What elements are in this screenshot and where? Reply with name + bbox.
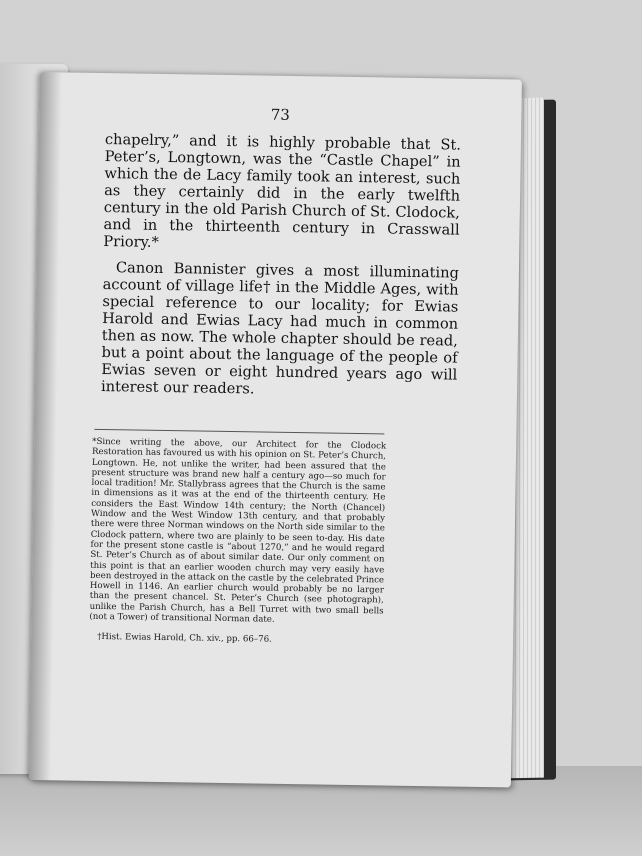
book-page <box>29 72 522 787</box>
footnotes <box>89 437 386 647</box>
body-text <box>101 131 461 401</box>
footnote: †Hist. Ewias Harold, Ch. xiv., pp. 66–76. <box>97 632 272 646</box>
body-paragraph: Canon Bannister gives a most illuminating account of village life† in the Middle Ages, with special reference to our locality; for Ewias Harold and Ewias Lacy had much in common then as now. The whole chapter should be read, but a point about the language of the people of Ewias seven or eight hundred years ago will interest our readers. <box>100 259 460 398</box>
body-paragraph: chapelry,” and it is highly probable that St. Peter’s, Longtown, was the “Castle Chapel” in which the de Lacy family took an interest, such as they certainly did in the early twelfth century in the old Parish Church of St. Clodock, and in the thirteenth century in Crasswall Priory.* <box>103 131 462 251</box>
footnote: *Since writing the above, our Architect for the Clodock Restoration has favoured us with his opinion on St. Peter’s Church, Longtown. He, not unlike the writer, had been assured that the present structure was brand new half a century ago—so much for local tradition! Mr. Stallybrass agrees that the Church is the same in dimensions as it was at the end of the thirteenth century. He considers the East Window 14th century; the North (Chancel) Window and the West Window 13th century, and that probably there were three Norman windows on the North side similar to the Clodock pattern, where two are plainly to be seen to-day. His date for the present stone castle is “about 1270,” and he would regard St. Peter’s Church as of about similar date. Our only comment on this point is that an earlier wooden church may very easily have been destroyed in the attack on the castle by the celebrated Prince Howell in 1146. An earlier church would probably be no larger than the present chancel. St. Peter’s Church (see photograph), unlike the Parish Church, has a Bell Turret with two small bells (not a Tower) of transitional Norman date. <box>89 436 387 625</box>
footnote-divider <box>94 429 384 435</box>
page-number: 73 <box>270 105 291 124</box>
